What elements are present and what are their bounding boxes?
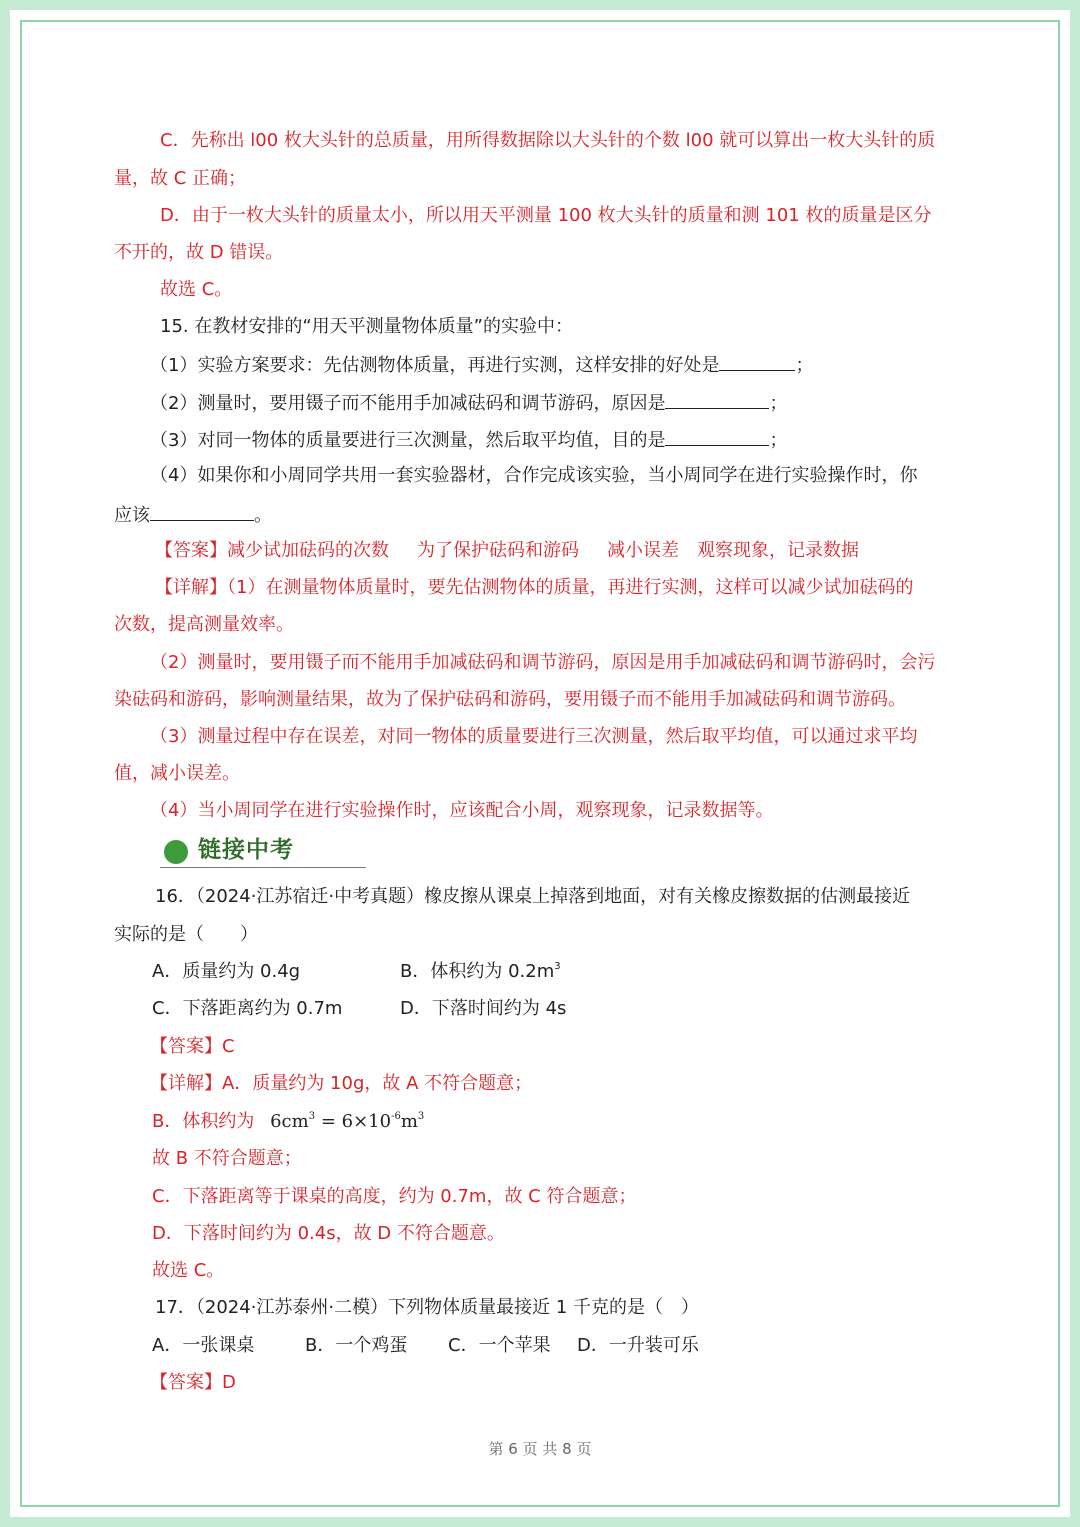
q15-part4-line1: （4）如果你和小周同学共用一套实验器材，合作完成该实验，当小周同学在进行实验操作时，你 [150, 465, 918, 486]
q15-part4-end: 。 [254, 505, 272, 526]
q16-detail-b-formula [270, 1111, 424, 1132]
q15-answer-2: 为了保护砝码和游码 [417, 540, 579, 561]
q15-part2-end: ； [769, 393, 788, 414]
formula-sup-1: 3 [308, 1111, 316, 1122]
q15-detail-1b: 次数，提高测量效率。 [114, 614, 294, 635]
q15-part4-line2 [114, 502, 272, 528]
section-heading [160, 833, 366, 868]
q16-detail-b [152, 1110, 424, 1134]
q15-detail-tag: 【详解】 [155, 577, 227, 598]
q14-option-d-line1: D．由于一枚大头针的质量太小，所以用天平测量 100 枚大头针的质量和测 101 枚的质量是区分 [160, 205, 932, 226]
q14-option-d-line2: 不开的，故 D 错误。 [114, 242, 284, 263]
q15-detail-2b: 染砝码和游码，影响测量结果，故为了保护砝码和游码，要用镊子而不能用手加减砝码和调节游码。 [114, 689, 906, 710]
q15-part3 [150, 427, 787, 453]
q16-option-d: D．下落时间约为 4s [400, 998, 567, 1019]
q16-option-b-sup: 3 [554, 961, 561, 972]
q17-stem: 17．（2024·江苏泰州·二模）下列物体质量最接近 1 千克的是（ ） [155, 1297, 700, 1318]
page-footer: 第 6 页 共 8 页 [488, 1440, 592, 1458]
formula-sup-2: 3 [417, 1111, 425, 1122]
q17-option-a: A．一张课桌 [152, 1335, 255, 1356]
q16-option-c: C．下落距离约为 0.7m [152, 998, 343, 1019]
formula-part-1: 6cm [270, 1111, 309, 1132]
q15-part3-end: ； [769, 430, 788, 451]
q16-choice: 故选 C。 [152, 1260, 225, 1281]
q16-detail-a [150, 1072, 532, 1096]
q16-answer: 【答案】C [150, 1036, 235, 1057]
q15-detail-4: （4）当小周同学在进行实验操作时，应该配合小周，观察现象，记录数据等。 [150, 800, 774, 821]
q16-option-b-text: B．体积约为 0.2m [400, 961, 555, 982]
q15-part1 [150, 352, 813, 378]
section-title: 链接中考 [198, 836, 294, 863]
q16-stem-line2: 实际的是（ ） [114, 924, 258, 945]
q15-part4-blank[interactable] [150, 502, 254, 521]
q15-stem: 15. 在教材安排的“用天平测量物体质量”的实验中： [160, 316, 573, 337]
q17-option-b: B．一个鸡蛋 [305, 1335, 408, 1356]
q15-part1-end: ； [795, 355, 814, 376]
q15-part2-text: （2）测量时，要用镊子而不能用手加减砝码和调节游码，原因是 [150, 393, 666, 414]
q15-answer-4: 观察现象，记录数据 [697, 540, 859, 561]
q16-detail-tag: 【详解】 [150, 1073, 222, 1094]
q16-detail-d: D．下落时间约为 0.4s，故 D 不符合题意。 [152, 1223, 505, 1244]
q15-part1-text: （1）实验方案要求：先估测物体质量，再进行实测，这样安排的好处是 [150, 355, 720, 376]
q15-part3-text: （3）对同一物体的质量要进行三次测量，然后取平均值，目的是 [150, 430, 666, 451]
q16-detail-b-text: B．体积约为 [152, 1111, 255, 1132]
q17-option-c: C．一个苹果 [448, 1335, 551, 1356]
q15-detail-3a: （3）测量过程中存在误差，对同一物体的质量要进行三次测量，然后取平均值，可以通过求平均 [150, 726, 918, 747]
q17-answer: 【答案】D [150, 1372, 236, 1393]
q15-answer-1: 减少试加砝码的次数 [227, 540, 389, 561]
q15-detail-2a: （2）测量时，要用镊子而不能用手加减砝码和调节游码，原因是用手加减砝码和调节游码时，会污 [150, 652, 936, 673]
formula-part-2: = 6×10 [320, 1111, 392, 1132]
q15-answer-line [155, 539, 859, 563]
q16-option-b [400, 960, 561, 984]
q15-answer-3: 减小误差 [607, 540, 679, 561]
formula-exp: -6 [391, 1111, 401, 1122]
q14-option-c-line1: C．先称出 l00 枚大头针的总质量，用所得数据除以大头针的个数 l00 就可以算出一枚大头针的质 [160, 130, 936, 151]
q15-detail-1a [155, 576, 913, 600]
q17-option-d: D．一升装可乐 [577, 1335, 699, 1356]
q15-part3-blank[interactable] [665, 427, 769, 446]
q15-detail-3b: 值，减小误差。 [114, 763, 240, 784]
q15-part4-text: 应该 [114, 505, 150, 526]
q16-detail-c: C．下落距离等于课桌的高度，约为 0.7m，故 C 符合题意； [152, 1186, 637, 1207]
q16-option-a: A．质量约为 0.4g [152, 961, 301, 982]
q14-choice: 故选 C。 [160, 279, 233, 300]
q15-answer-tag: 【答案】 [155, 540, 227, 561]
formula-part-3: m [400, 1111, 418, 1132]
q15-detail-1a-text: （1）在测量物体质量时，要先估测物体的质量，再进行实测，这样可以减少试加砝码的 [227, 577, 914, 598]
q16-stem-line1: 16．（2024·江苏宿迁·中考真题）橡皮擦从课桌上掉落到地面，对有关橡皮擦数据的估测最接近 [155, 886, 911, 907]
q16-detail-a-text: A．质量约为 10g，故 A 不符合题意； [222, 1073, 533, 1094]
q15-part2 [150, 390, 787, 416]
q14-option-c-line2: 量，故 C 正确； [114, 168, 247, 189]
q16-detail-b-result: 故 B 不符合题意； [152, 1148, 302, 1169]
q15-part1-blank[interactable] [719, 352, 795, 371]
green-dot-icon [164, 840, 188, 864]
q15-part2-blank[interactable] [665, 390, 769, 409]
